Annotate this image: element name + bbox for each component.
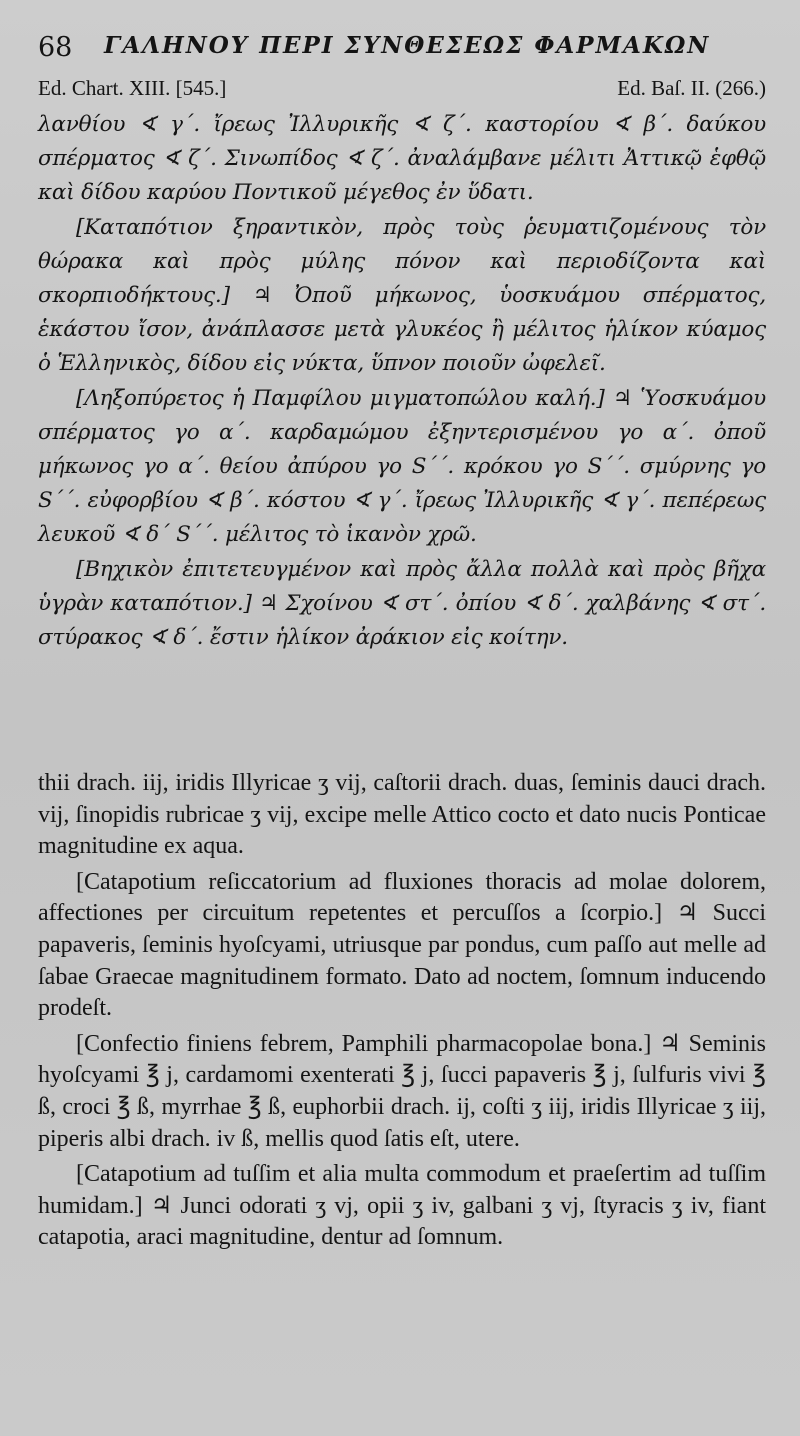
greek-paragraph: λανθίου ∢ γ΄. ἴρεως Ἰλλυρικῆς ∢ ζ΄. καστορίου ∢ β΄. δαύκου σπέρματος ∢ ζ΄. Σινωπίδος ∢ ζ΄. ἀναλάμβανε μέλιτι Ἀττικῷ ἑφθῷ καὶ δίδου καρύου Ποντικοῦ μέγεθος ἐν ὕδατι. <box>38 112 766 206</box>
greek-text <box>38 108 766 655</box>
latin-text <box>38 768 766 1254</box>
latin-paragraph: thii drach. iij, iridis Illyricae ʒ vij, caſtorii drach. duas, ſeminis dauci drach. vij, ſinopidis rubricae ʒ vij, excipe melle Attico cocto et dato nucis Ponticae magnitudine ex aqua. <box>38 770 766 860</box>
latin-paragraph: [Confectio finiens febrem, Pamphili pharmacopolae bona.] ♃ Seminis hyoſcyami ℥ j, cardamomi exenterati ℥ j, ſucci papaveris ℥ j, ſulfuris vivi ℥ ß, croci ℥ ß, myrrhae ℥ ß, euphorbii drach. ij, coſti ʒ iij, iridis Illyricae ʒ iij, piperis albi drach. iv ß, mellis quod ſatis eſt, utere. <box>38 1030 766 1152</box>
edition-left: Ed. Chart. XIII. [545.] <box>38 76 227 100</box>
running-title: ΓΑΛΗΝΟΥ ΠΕΡΙ ΣΥΝΘΕΣΕΩΣ ΦΑΡΜΑΚΩΝ <box>104 32 711 59</box>
page-number: 68 <box>38 32 73 63</box>
latin-paragraph: [Catapotium reſiccatorium ad fluxiones thoracis ad molae dolorem, affectiones per circuitum repetentes et percuſſos a ſcorpio.] ♃ Succi papaveris, ſeminis hyoſcyami, utriusque par pondus, cum paſſo aut melle ad ſabae Graecae magnitudinem formato. Dato ad noctem, ſomnum inducendo prodeſt. <box>38 868 766 1022</box>
greek-paragraph: [Βηχικὸν ἐπιτετευγμένον καὶ πρὸς ἄλλα πολλὰ καὶ πρὸς βῆχα ὑγρὰν καταπότιον.] ♃ Σχοίνου ∢ στ΄. ὀπίου ∢ δ΄. χαλβάνης ∢ στ΄. στύρακος ∢ δ΄. ἔστιν ἡλίκον ἀράκιον εἰς κοίτην. <box>38 556 766 651</box>
greek-paragraph: [Ληξοπύρετος ἡ Παμφίλου μιγματοπώλου καλή.] ♃ Ὑοσκυάμου σπέρματος γο α΄. καρδαμώμου ἐξηντερισμένου γο α΄. ὀποῦ μήκωνος γο α΄. θείου ἀπύρου γο S΄΄. κρόκου γο S΄΄. σμύρνης γο S΄΄. εὐφορβίου ∢ β΄. κόστου ∢ γ΄. ἴρεως Ἰλλυρικῆς ∢ γ΄. πεπέρεως λευκοῦ ∢ δ΄ S΄΄. μέλιτος τὸ ἱκανὸν χρῶ. <box>38 385 766 548</box>
edition-references <box>38 76 766 104</box>
greek-paragraph: [Καταπότιον ξηραντικὸν, πρὸς τοὺς ῥευματιζομένους τὸν θώρακα καὶ πρὸς μύλης πόνον καὶ περιοδίζοντα καὶ σκορπιοδήκτους.] ♃ Ὀποῦ μήκωνος, ὑοσκυάμου σπέρματος, ἑκάστου ἴσον, ἀνάπλασσε μετὰ γλυκέος ἢ μέλιτος ἡλίκον κύαμος ὁ Ἑλληνικὸς, δίδου εἰς νύκτα, ὕπνον ποιοῦν ὠφελεῖ. <box>38 214 766 377</box>
edition-right: Ed. Baſ. II. (266.) <box>617 76 766 100</box>
page-header <box>38 30 766 70</box>
latin-paragraph: [Catapotium ad tuſſim et alia multa commodum et praeſertim ad tuſſim humidam.] ♃ Junci odorati ʒ vj, opii ʒ iv, galbani ʒ vj, ſtyracis ʒ iv, fiant catapotia, araci magnitudine, dentur ad ſomnum. <box>38 1161 766 1251</box>
